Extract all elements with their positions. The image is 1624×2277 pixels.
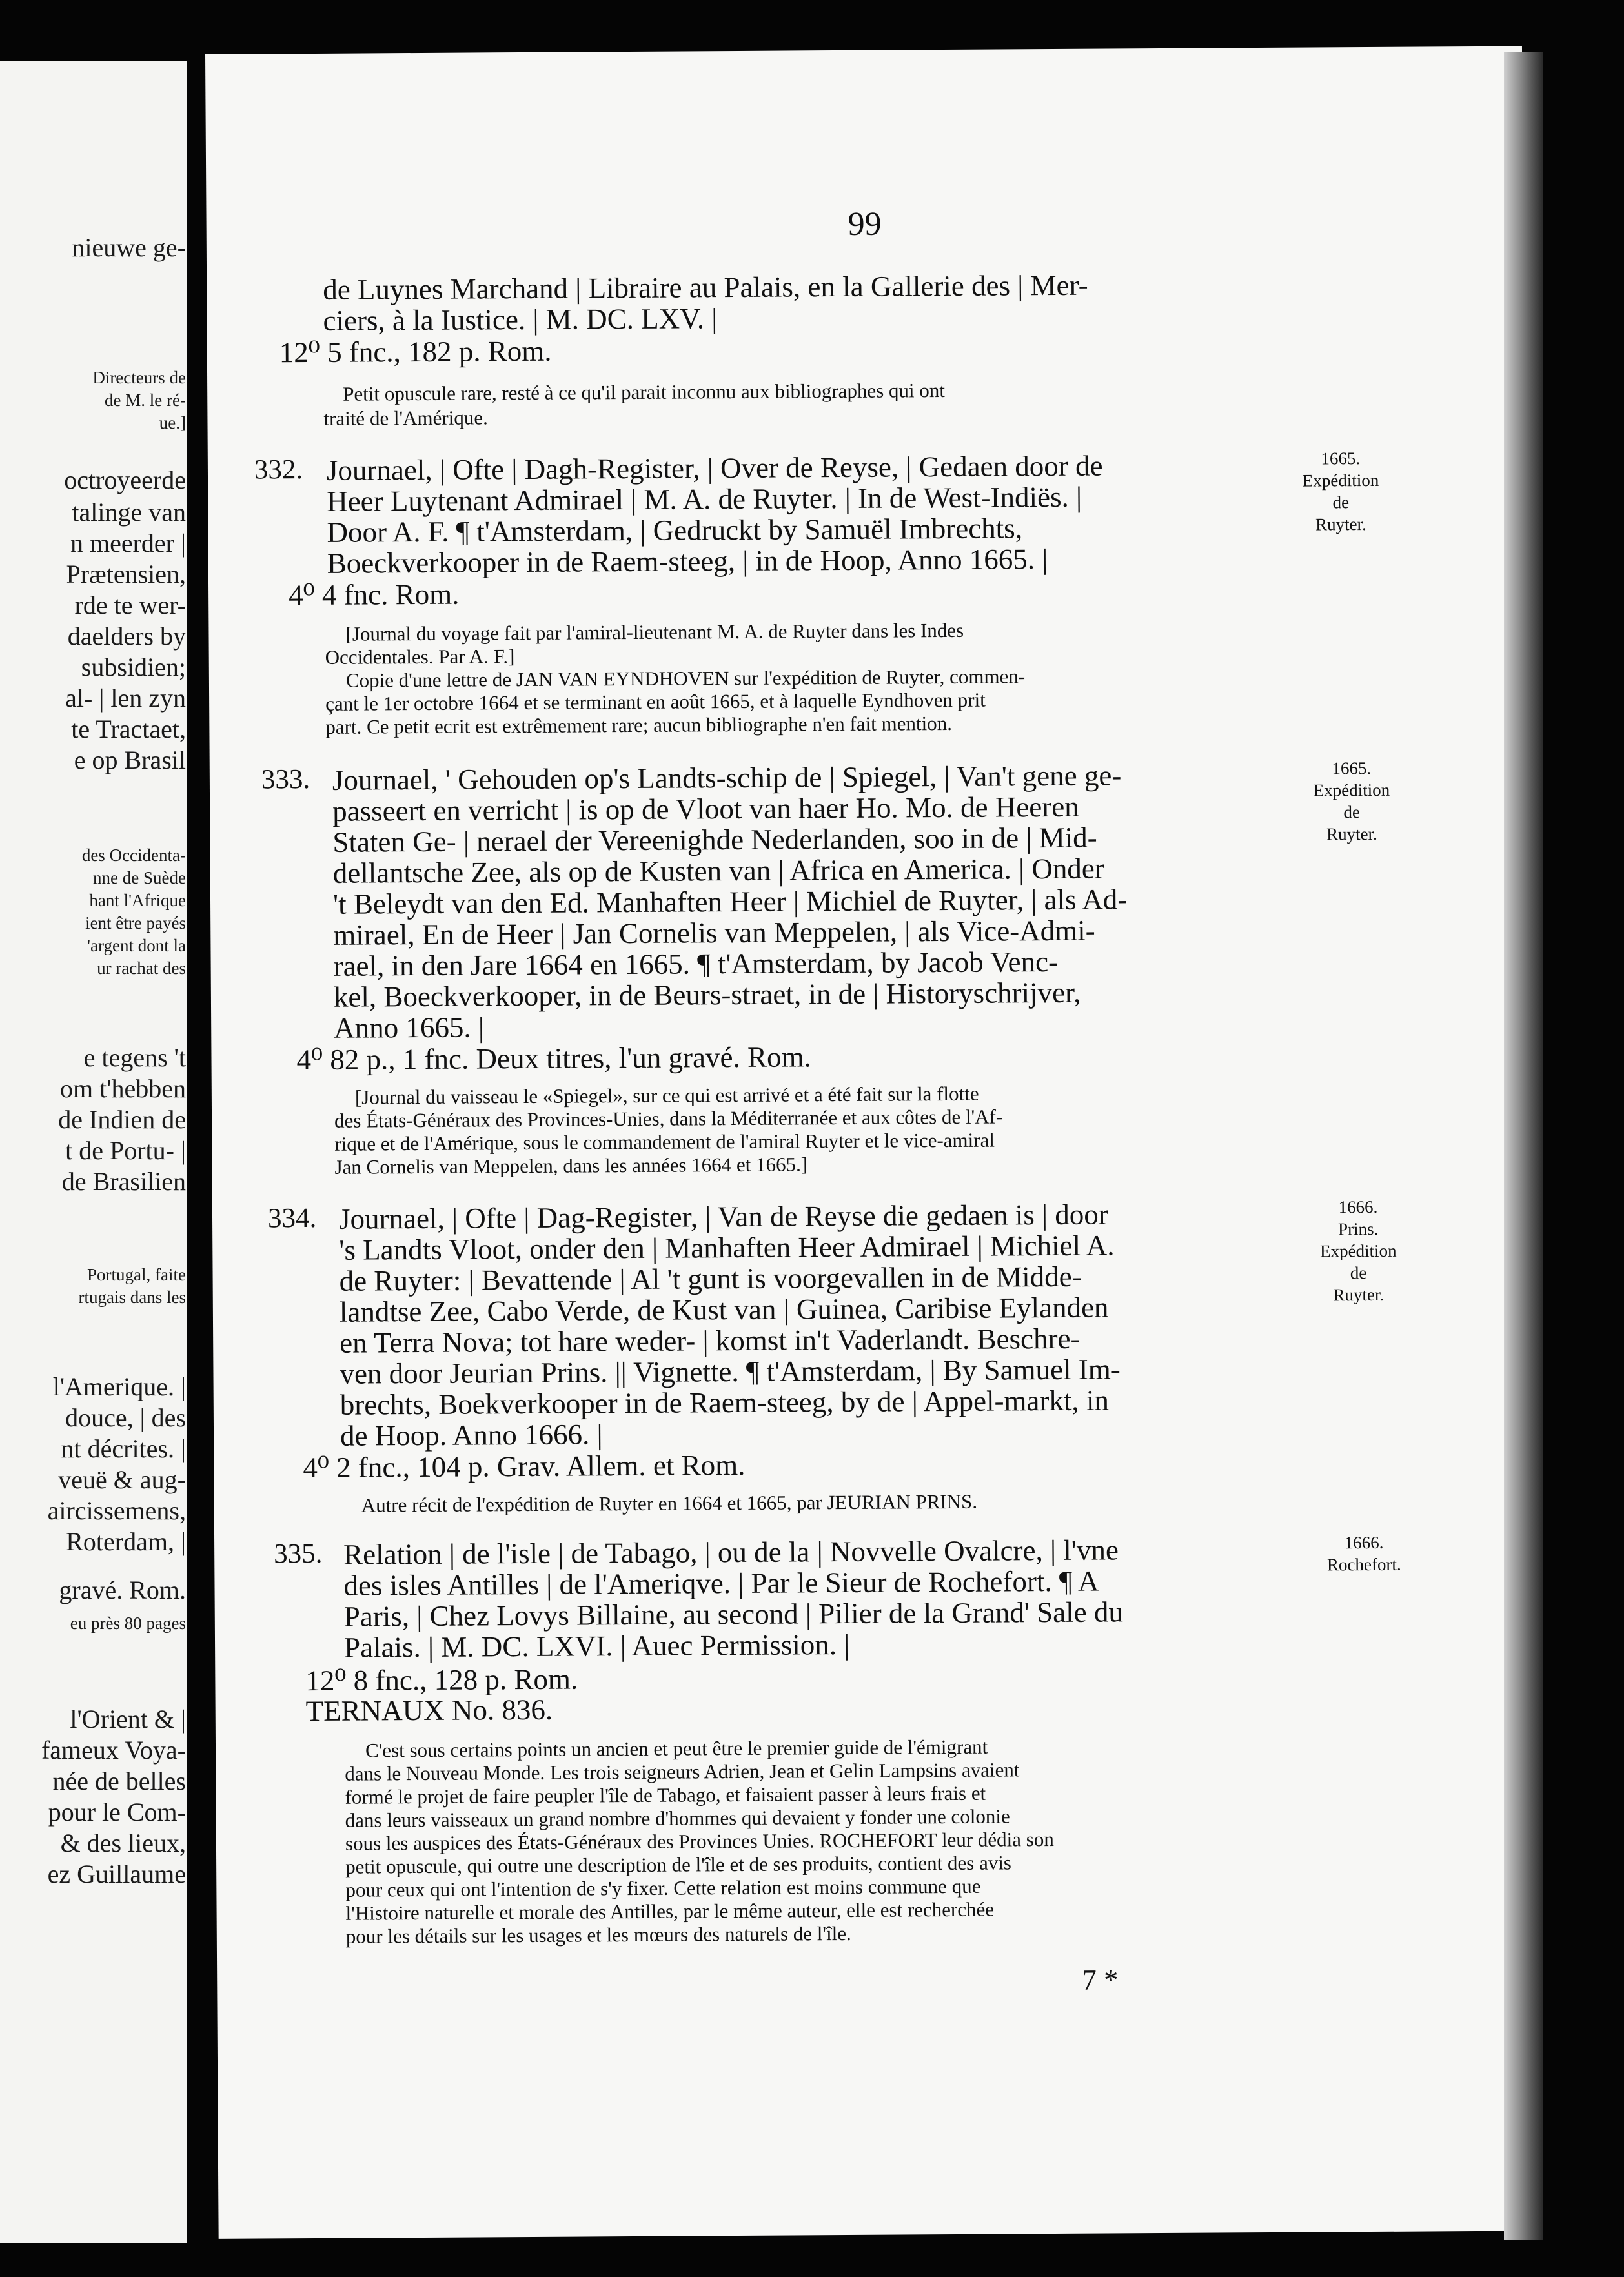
- entry-text-line: mirael, En de Heer | Jan Cornelis van Meppelen, | als Vice-Admi-: [333, 914, 1095, 951]
- annotation-line: rique et de l'Amérique, sous le commandement de l'amiral Ruyter et le vice-amiral: [334, 1128, 995, 1155]
- annotation-line: pour les détails sur les usages et les mœurs des naturels de l'île.: [345, 1921, 851, 1948]
- margin-note-line: 1666.: [1338, 1197, 1378, 1217]
- left-page-fragment: ez Guillaume: [47, 1859, 186, 1888]
- entry-text-line: 12⁰ 8 fnc., 128 p. Rom.: [305, 1663, 578, 1697]
- entry-text-line: kel, Boeckverkooper, in de Beurs-straet, in de | Historyschrijver,: [333, 976, 1081, 1013]
- margin-note: [1290, 1195, 1426, 1306]
- left-page-fragment: fameux Voya-: [41, 1736, 186, 1765]
- left-page-fragment: Roterdam, |: [66, 1527, 186, 1556]
- entry-text-line: de Luynes Marchand | Libraire au Palais, en la Gallerie des | Mer-: [323, 268, 1088, 306]
- annotation-line: pour ceux qui ont l'intention de s'y fixer. Cette relation est moins commune que: [345, 1874, 981, 1901]
- entry-text-line: 7 *: [1082, 1963, 1119, 1996]
- entry-text-line: Staten Ge- | nerael der Vereenighde Nederlanden, soo in de | Mid-: [332, 821, 1097, 858]
- annotation-line: dans leurs vaisseaux un grand nombre d'hommes qui devaient y fonder une colonie: [345, 1805, 1010, 1832]
- entry-number: 334.: [267, 1202, 317, 1234]
- annotation-line: sous les auspices des États-Généraux des Provinces Unies. ROCHEFORT leur dédia son: [345, 1828, 1054, 1855]
- entry-text-line: ciers, à la Iustice. | M. DC. LXV. |: [323, 302, 718, 337]
- left-page-fragment: nieuwe ge-: [72, 233, 186, 262]
- margin-note-line: Expédition: [1302, 470, 1379, 491]
- page-number: 99: [848, 205, 882, 243]
- entry-number: 332.: [254, 454, 303, 485]
- left-page-fragment: l'Amerique. |: [52, 1372, 186, 1401]
- left-page-fragment: Directeurs de: [92, 368, 186, 387]
- left-page-fragment: t de Portu- |: [65, 1136, 186, 1165]
- left-page-fragment: de M. le ré-: [105, 390, 186, 410]
- entry-text-line: 12⁰ 5 fnc., 182 p. Rom.: [279, 334, 552, 369]
- annotation-line: Occidentales. Par A. F.]: [325, 645, 515, 669]
- entry-text-line: landtse Zee, Cabo Verde, de Kust van | Guinea, Caribise Eylanden: [339, 1291, 1109, 1328]
- entry-text-line: 4⁰ 82 p., 1 fnc. Deux titres, l'un gravé. Rom.: [296, 1040, 811, 1077]
- margin-note-line: 1665.: [1321, 449, 1361, 469]
- margin-note-line: de: [1350, 1263, 1367, 1283]
- entry-text-line: de Ruyter: | Bevattende | Al 't gunt is voorgevallen in de Midde-: [339, 1260, 1082, 1297]
- left-page-fragment: & des lieux,: [60, 1828, 186, 1857]
- entry-text-line: 's Landts Vloot, onder den | Manhaften Heer Admirael | Michiel A.: [339, 1229, 1115, 1266]
- margin-note-line: Prins.: [1337, 1219, 1379, 1239]
- left-page-fragment: n meerder |: [70, 529, 186, 558]
- entry-text-line: de Hoop. Anno 1666. |: [340, 1418, 603, 1452]
- entry-text-line: brechts, Boekverkooper in de Raem-steeg, by de | Appel-markt, in: [340, 1384, 1110, 1421]
- left-page-fragment: Prætensien,: [66, 560, 186, 589]
- left-page-fragment: octroyeerde: [64, 465, 186, 494]
- entry-text-line: en Terra Nova; tot hare weder- | komst in't Vaderlandt. Beschre-: [340, 1322, 1081, 1359]
- annotation-line: Copie d'une lettre de JAN VAN EYNDHOVEN sur l'expédition de Ruyter, commen-: [345, 665, 1026, 692]
- margin-note-line: Rochefort.: [1326, 1554, 1401, 1575]
- left-page-fragment: pour le Com-: [48, 1797, 186, 1827]
- entry-text-line: ven door Jeurian Prins. || Vignette. ¶ t'Amsterdam, | By Samuel Im-: [340, 1353, 1121, 1390]
- annotation-line: petit opuscule, qui outre une description de l'île et de ses produits, contient des avis: [345, 1851, 1012, 1878]
- entry-text-line: 4⁰ 2 fnc., 104 p. Grav. Allem. et Rom.: [303, 1448, 746, 1484]
- entry-text-line: Anno 1665. |: [334, 1011, 485, 1044]
- left-page-fragment: te Tractaet,: [71, 714, 186, 744]
- entry-text-line: dellantsche Zee, als op de Kusten van | Africa en America. | Onder: [332, 852, 1104, 889]
- entry-text-line: Heer Luytenant Admirael | M. A. de Ruyter. | In de West-Indiës. |: [327, 480, 1082, 518]
- book-spine-edge: [1504, 52, 1543, 2240]
- entry-text-line: rael, in den Jare 1664 en 1665. ¶ t'Amsterdam, by Jacob Venc-: [333, 945, 1059, 982]
- annotation-line: formé le projet de faire peupler l'île de Tabago, et faisaient passer à leurs frais et: [345, 1781, 986, 1808]
- entry-text-line: Relation | de l'isle | de Tabago, | ou de la | Novvelle Ovalcre, | l'vne: [343, 1533, 1119, 1571]
- entry-text-line: Palais. | M. DC. LXVI. | Auec Permission. |: [343, 1628, 850, 1664]
- annotation-line: Jan Cornelis van Meppelen, dans les années 1664 et 1665.]: [334, 1153, 808, 1179]
- annotation-line: part. Ce petit ecrit est extrêmement rare; aucun bibliographe n'en fait mention.: [325, 711, 952, 738]
- margin-note-line: Expédition: [1320, 1240, 1397, 1261]
- margin-note: [1273, 447, 1409, 536]
- left-page-fragment: de Brasilien: [61, 1167, 186, 1196]
- left-page-fragment: ient être payés: [85, 913, 186, 933]
- annotation-line: [Journal du vaisseau le «Spiegel», sur ce qui est arrivé et a été fait sur la flotte: [354, 1082, 979, 1109]
- annotation-line: C'est sous certains points un ancien et peut être le premier guide de l'émigrant: [365, 1735, 988, 1762]
- book-page: [205, 46, 1536, 2239]
- margin-note-line: Ruyter.: [1326, 824, 1377, 844]
- margin-note-line: 1666.: [1344, 1532, 1384, 1553]
- entry-text-line: Journael, ' Gehouden op's Landts-schip de | Spiegel, | Van't gene ge-: [332, 759, 1122, 796]
- left-page-fragment: ur rachat des: [97, 958, 186, 978]
- annotation-line: Petit opuscule rare, resté à ce qu'il parait inconnu aux bibliographes qui ont: [343, 379, 946, 405]
- entry-text-line: Journael, | Ofte | Dag-Register, | Van de Reyse die gedaen is | door: [338, 1198, 1108, 1235]
- facing-left-page: [0, 61, 187, 2243]
- margin-note-line: de: [1332, 492, 1350, 512]
- left-page-fragment: al- | len zyn: [65, 683, 186, 713]
- annotation-line: l'Histoire naturelle et morale des Antilles, par le même auteur, elle est recherchée: [345, 1898, 995, 1925]
- left-page-fragment: veuë & aug-: [58, 1465, 186, 1494]
- left-page-fragment: e op Brasil: [74, 745, 186, 774]
- left-page-fragment: aircissemens,: [47, 1496, 186, 1525]
- left-page-fragment: Portugal, faite: [87, 1265, 186, 1284]
- margin-note-line: Ruyter.: [1333, 1284, 1385, 1305]
- left-page-fragment: gravé. Rom.: [59, 1575, 186, 1604]
- left-page-fragment: subsidien;: [81, 653, 186, 682]
- entry-number: 333.: [261, 764, 310, 795]
- annotation-line: Autre récit de l'expédition de Ruyter en 1664 et 1665, par JEURIAN PRINS.: [361, 1490, 978, 1517]
- left-page-fragment: douce, | des: [65, 1403, 186, 1432]
- annotation-line: des États-Généraux des Provinces-Unies, dans la Méditerranée et aux côtes de l'Af-: [334, 1105, 1003, 1132]
- left-page-fragment: 'argent dont la: [87, 936, 186, 955]
- left-page-fragment: talinge van: [72, 498, 186, 527]
- left-page-fragment: des Occidenta-: [81, 845, 186, 865]
- margin-note-line: 1665.: [1332, 758, 1372, 778]
- margin-note: [1284, 757, 1420, 845]
- left-page-fragment: l'Orient & |: [70, 1705, 186, 1734]
- left-page-fragment: om t'hebben: [60, 1074, 186, 1103]
- left-page-fragment: daelders by: [67, 622, 186, 651]
- margin-note-line: Ruyter.: [1315, 514, 1366, 534]
- left-page-fragment: de Indien de: [58, 1105, 186, 1134]
- entry-number: 335.: [274, 1538, 323, 1570]
- entry-text-line: des isles Antilles | de l'Ameriqve. | Par le Sieur de Rochefort. ¶ A: [343, 1564, 1099, 1602]
- entry-text-line: Door A. F. ¶ t'Amsterdam, | Gedruckt by Samuël Imbrechts,: [327, 512, 1023, 549]
- left-page-fragment: rtugais dans les: [78, 1288, 186, 1307]
- entry-text-line: Journael, | Ofte | Dagh-Register, | Over de Reyse, | Gedaen door de: [326, 449, 1103, 487]
- margin-note: [1296, 1531, 1432, 1575]
- margin-note-line: Expédition: [1313, 780, 1390, 800]
- left-page-fragment: nne de Suède: [93, 868, 186, 887]
- annotation-line: traité de l'Amérique.: [323, 406, 488, 430]
- entry-text-line: 't Beleydt van den Ed. Manhaften Heer | Michiel de Ruyter, | als Ad-: [332, 883, 1128, 920]
- annotation-line: [Journal du voyage fait par l'amiral-lieutenant M. A. de Ruyter dans les Indes: [345, 618, 964, 645]
- annotation-line: dans le Nouveau Monde. Les trois seigneurs Adrien, Jean et Gelin Lampsins avaient: [345, 1758, 1020, 1785]
- left-page-fragment: nt décrites. |: [61, 1434, 186, 1463]
- annotation-line: çant le 1er octobre 1664 et se terminant en août 1665, et à laquelle Eyndhoven prit: [325, 688, 986, 715]
- entry-text-line: Paris, | Chez Lovys Billaine, au second | Pilier de la Grand' Sale du: [343, 1595, 1124, 1633]
- entry-text-line: TERNAUX No. 836.: [305, 1693, 553, 1728]
- left-page-fragment: ue.]: [159, 413, 186, 432]
- entry-text-line: 4⁰ 4 fnc. Rom.: [288, 578, 460, 612]
- left-page-fragment: hant l'Afrique: [89, 891, 186, 910]
- margin-note-line: de: [1343, 802, 1361, 822]
- entry-text-line: passeert en verricht | is op de Vloot van haer Ho. Mo. de Heeren: [332, 790, 1079, 827]
- left-page-fragment: e tegens 't: [83, 1043, 186, 1072]
- left-page-fragment: rde te wer-: [74, 591, 186, 620]
- entry-text-line: Boeckverkooper in de Raem-steeg, | in de Hoop, Anno 1665. |: [327, 543, 1048, 580]
- left-page-fragment: eu près 80 pages: [70, 1614, 186, 1633]
- left-page-fragment: née de belles: [52, 1766, 186, 1796]
